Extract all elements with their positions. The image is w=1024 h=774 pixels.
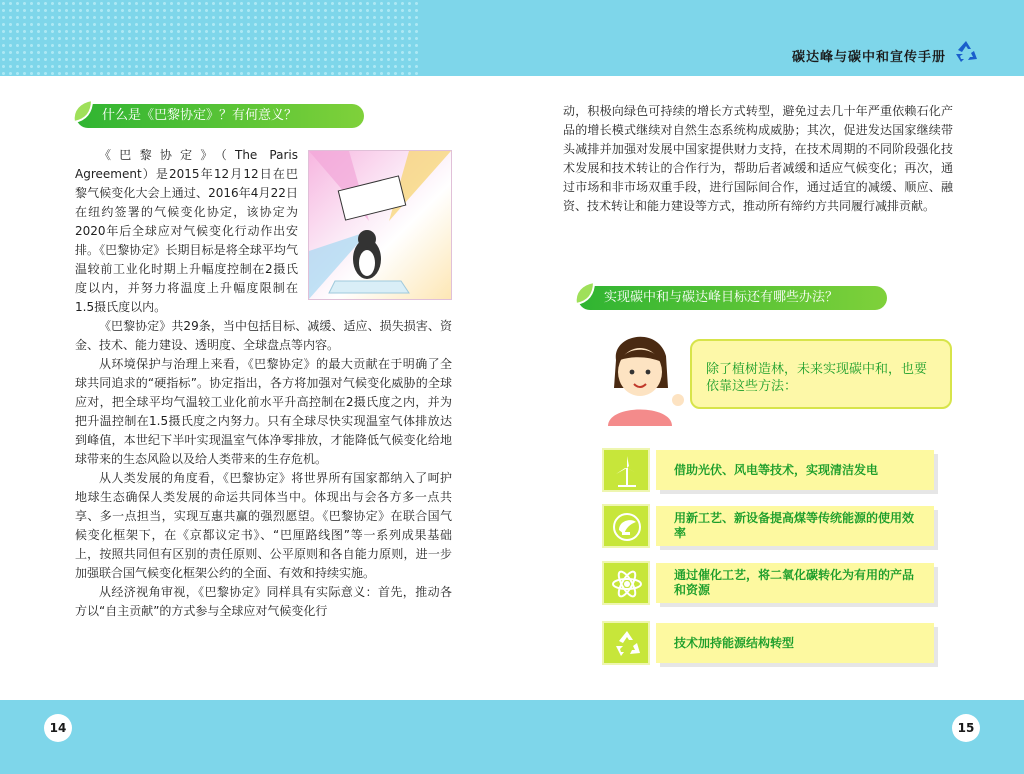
page-number-right: 15 <box>952 714 980 742</box>
leaf-icon <box>572 280 598 310</box>
left-section-title: 什么是《巴黎协定》？有何意义？ <box>102 108 298 123</box>
penguin-on-ice-icon <box>309 151 451 299</box>
woman-avatar-icon <box>598 326 686 426</box>
recycle-arrows-icon <box>610 627 644 661</box>
bottom-banner <box>0 700 1024 774</box>
right-continued-text <box>563 102 953 216</box>
handbook-title: 碳达峰与碳中和宣传手册 <box>791 50 946 65</box>
paragraph-2: 《巴黎协定》共29条，当中包括目标、减缓、适应、损失损害、资金、技术、能力建设、透明度、全球盘点等内容。 <box>75 319 452 352</box>
continued-paragraph: 动，积极向绿色可持续的增长方式转型，避免过去几十年严重依赖石化产品的增长模式继续对自然生态系统构成威胁；其次，促进发达国家继续带头减排并加强对发展中国家提供财力支持，在技术周期的不同阶段强化技术发展和技术转让的合作行为，帮助后者减缓和适应气候变化；再次，通过市场和非市场双重手段，进行国际间合作，通过适宜的减缓、顺应、融资、技术转让和能力建设等方式，推动所有缔约方共同履行减排贡献。 <box>563 104 953 213</box>
method-text: 借助光伏、风电等技术，实现清洁发电 <box>656 450 934 490</box>
recycle-icon <box>952 38 980 66</box>
leaf-icon <box>70 98 96 128</box>
page-number-left: 14 <box>44 714 72 742</box>
method-item <box>602 450 934 490</box>
paragraph-4: 从人类发展的角度看，《巴黎协定》将世界所有国家都纳入了呵护地球生态确保人类发展的命运共同体当中。体现出与会各方多一点共享、多一点担当，实现互惠共赢的强烈愿望。《巴黎协定》在联合国气候变化框架下，在《京都议定书》、“巴厘路线图”等一系列成果基础上，按照共同但有区别的责任原则、公平原则和各自能力原则，进一步加强联合国气候变化框架公约的全面、有效和持续实施。 <box>75 471 452 580</box>
paris-agreement-illustration <box>308 150 452 300</box>
right-section-title: 实现碳中和与碳达峰目标还有哪些办法？ <box>604 290 839 305</box>
method-text: 技术加持能源结构转型 <box>656 623 934 663</box>
paragraph-3: 从环境保护与治理上来看，《巴黎协定》的最大贡献在于明确了全球共同追求的“硬指标”。协定指出，各方将加强对气候变化威胁的全球应对，把全球平均气温较工业化前水平升高控制在2摄氏度之内，并为把升温控制在1.5摄氏度之内努力。只有全球尽快实现温室气体排放达到峰值，本世纪下半叶实现温室气体净零排放，才能降低气候变化给地球带来的生态风险以及给人类带来的生存危机。 <box>75 357 452 466</box>
method-text: 用新工艺、新设备提高煤等传统能源的使用效率 <box>656 506 934 546</box>
method-item <box>602 506 934 546</box>
speech-bubble: 除了植树造林，未来实现碳中和，也要依靠这些方法： <box>690 339 952 409</box>
right-section-heading <box>578 286 887 310</box>
atom-icon <box>610 567 644 601</box>
left-section-heading <box>76 104 364 128</box>
wind-turbine-icon <box>610 454 644 488</box>
method-item <box>602 563 934 603</box>
paragraph-1: 《巴黎协定》（The Paris Agreement）是2015年12月12日在巴黎气候变化大会上通过、2016年4月22日在纽约签署的气候变化协定，该协定为2020年后全球应对气候变化行动作出安排。《巴黎协定》长期目标是将全球平均气温较前工业化时期上升幅度控制在2摄氏度以内，并努力将温度上升幅度限制在1.5摄氏度以内。 <box>75 148 298 314</box>
left-body <box>75 146 452 621</box>
paragraph-5: 从经济视角审视，《巴黎协定》同样具有实际意义：首先，推动各方以“自主贡献”的方式参与全球应对气候变化行 <box>75 585 452 618</box>
eco-plug-icon <box>610 510 644 544</box>
method-text: 通过催化工艺，将二氧化碳转化为有用的产品和资源 <box>656 563 934 603</box>
method-item <box>602 623 934 663</box>
